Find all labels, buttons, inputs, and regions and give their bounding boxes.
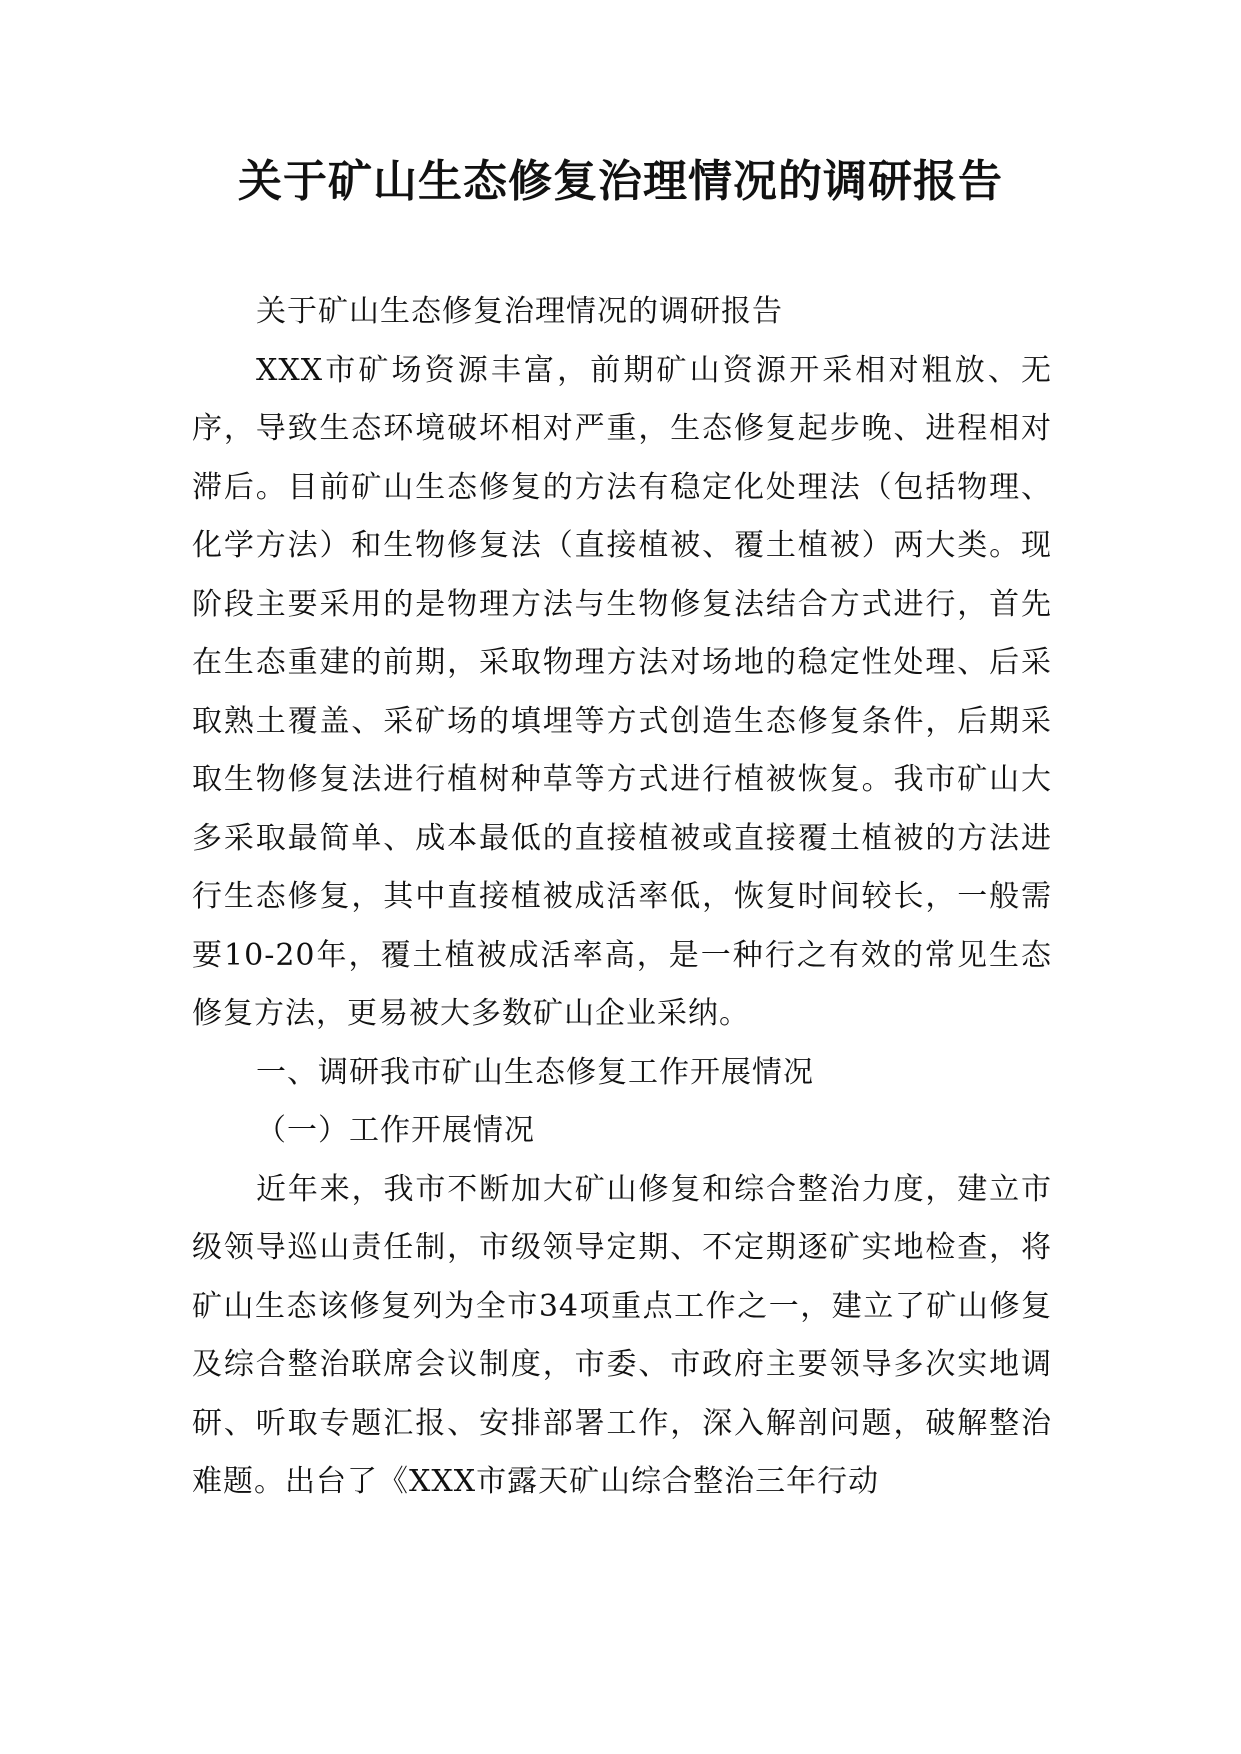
subtitle-paragraph: 关于矿山生态修复治理情况的调研报告 xyxy=(256,294,783,329)
subsection-heading: （一）工作开展情况 xyxy=(256,1113,535,1148)
document-title: 关于矿山生态修复治理情况的调研报告 xyxy=(238,156,1003,207)
intro-paragraph: XXX市矿场资源丰富，前期矿山资源开采相对粗放、无序，导致生态环境破坏相对严重，生态修复起步晚、进程相对滞后。目前矿山生态修复的方法有稳定化处理法（包括物理、化学方法）和生物修复法（直接植被、覆土植被）两大类。现阶段主要采用的是物理方法与生物修复法结合方式进行，首先在生态重建的前期，采取物理方法对场地的稳定性处理、后采取熟土覆盖、采矿场的填埋等方式创造生态修复条件，后期采取生物修复法进行植树种草等方式进行植被恢复。我市矿山大多采取最简单、成本最低的直接植被或直接覆土植被的方法进行生态修复，其中直接植被成活率低，恢复时间较长，一般需要10-20年，覆土植被成活率高，是一种行之有效的常见生态修复方法，更易被大多数矿山企业采纳。 xyxy=(192,352,1052,1031)
work-progress-paragraph: 近年来，我市不断加大矿山修复和综合整治力度，建立市级领导巡山责任制，市级领导定期、不定期逐矿实地检查，将矿山生态该修复列为全市34项重点工作之一，建立了矿山修复及综合整治联席会议制度，市委、市政府主要领导多次实地调研、听取专题汇报、安排部署工作，深入解剖问题，破解整治难题。出台了《XXX市露天矿山综合整治三年行动 xyxy=(192,1171,1052,1499)
section-heading: 一、调研我市矿山生态修复工作开展情况 xyxy=(256,1054,814,1090)
document-body xyxy=(192,283,1052,1512)
